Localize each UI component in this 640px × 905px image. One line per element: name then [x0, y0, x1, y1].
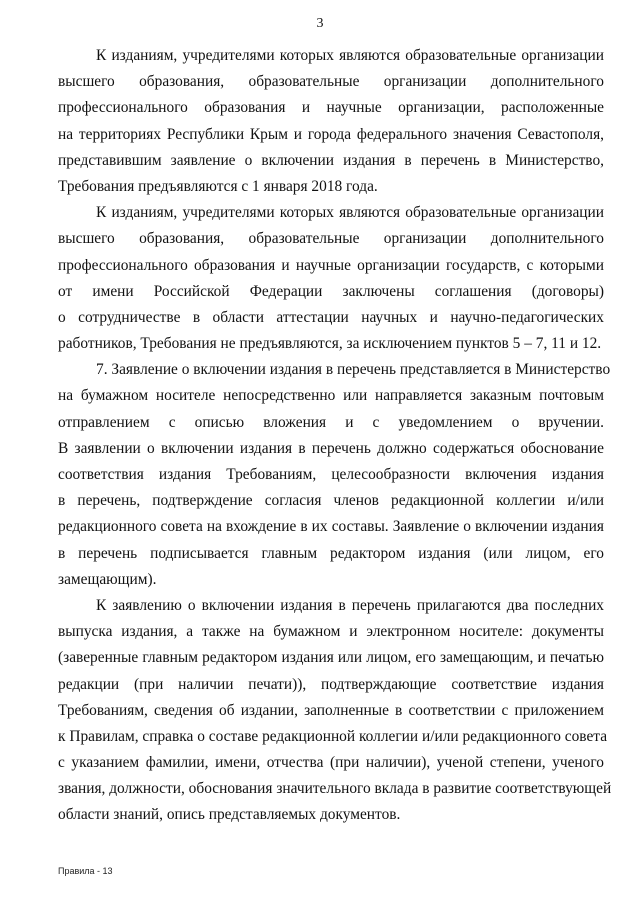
paragraph-line: соответствия издания Требованиям, целесообразности включения издания: [58, 466, 604, 483]
paragraph-line: В заявлении о включении издания в перечень должно содержаться обоснование: [58, 439, 604, 457]
paragraph-line: 7. Заявление о включении издания в перечень представляется в Министерство: [96, 361, 611, 379]
paragraph-line: звания, должности, обоснования значительного вклада в развитие соответствующей: [58, 780, 612, 798]
paragraph-line: в перечень, подтверждение согласия членов редакционной коллегии и/или: [58, 492, 604, 510]
paragraph-line: о сотрудничестве в области аттестации научных и научно-педагогических: [58, 308, 604, 326]
paragraph-line: на территориях Республики Крым и города федерального значения Севастополя,: [58, 125, 604, 143]
paragraph-line: (заверенные главным редактором издания или лицом, его замещающим, и печатью: [58, 649, 604, 667]
paragraph-line: К изданиям, учредителями которых являются образовательные организации: [96, 47, 604, 64]
paragraph-line: Требованиям, сведения об издании, заполненные в соответствии с приложением: [58, 701, 604, 719]
paragraph-foreign-states: [58, 200, 604, 357]
paragraph-attachments: [58, 593, 612, 829]
paragraph-line: области знаний, опись представляемых документов.: [58, 806, 401, 824]
page-number: 3: [316, 16, 324, 31]
paragraph-line: представившим заявление о включении издания в перечень в Министерство,: [58, 151, 604, 169]
paragraph-line: профессионального образования и научные организации, расположенные: [58, 99, 604, 117]
paragraph-line: высшего образования, образовательные организации дополнительного: [58, 230, 604, 248]
paragraph-crimea-sevastopol: [58, 43, 604, 200]
page-footer: Правила - 13: [58, 866, 113, 876]
paragraph-line: выпуска издания, а также на бумажном и электронном носителе: документы: [58, 623, 604, 641]
paragraph-line: редакционного совета на вхождение в их составы. Заявление о включении издания: [58, 518, 604, 536]
paragraph-line: профессионального образования и научные организации государств, с которыми: [58, 256, 604, 274]
paragraph-line: на бумажном носителе непосредственно или направляется заказным почтовым: [58, 387, 604, 405]
paragraph-line: редакции (при наличии печати)), подтверждающие соответствие издания: [58, 675, 604, 693]
paragraph-line: К изданиям, учредителями которых являются образовательные организации: [96, 204, 604, 222]
paragraph-line: К заявлению о включении издания в перечень прилагаются два последних: [96, 596, 604, 614]
document-body: [58, 43, 612, 829]
paragraph-line: высшего образования, образовательные организации дополнительного: [58, 73, 604, 91]
paragraph-line: с указанием фамилии, имени, отчества (при наличии), ученой степени, ученого: [58, 754, 604, 772]
paragraph-line: к Правилам, справка о составе редакционной коллегии и/или редакционного совета: [58, 727, 608, 745]
paragraph-line: отправлением с описью вложения и с уведомлением о вручении.: [58, 413, 604, 431]
paragraph-line: Требования предъявляются с 1 января 2018 года.: [58, 177, 378, 195]
paragraph-point-7: [58, 357, 611, 593]
paragraph-line: от имени Российской Федерации заключены соглашения (договоры): [58, 282, 604, 300]
paragraph-line: замещающим).: [58, 570, 157, 588]
paragraph-line: в перечень подписывается главным редактором издания (или лицом, его: [58, 544, 604, 562]
paragraph-line: работников, Требования не предъявляются, за исключением пунктов 5 – 7, 11 и 12.: [58, 335, 602, 353]
